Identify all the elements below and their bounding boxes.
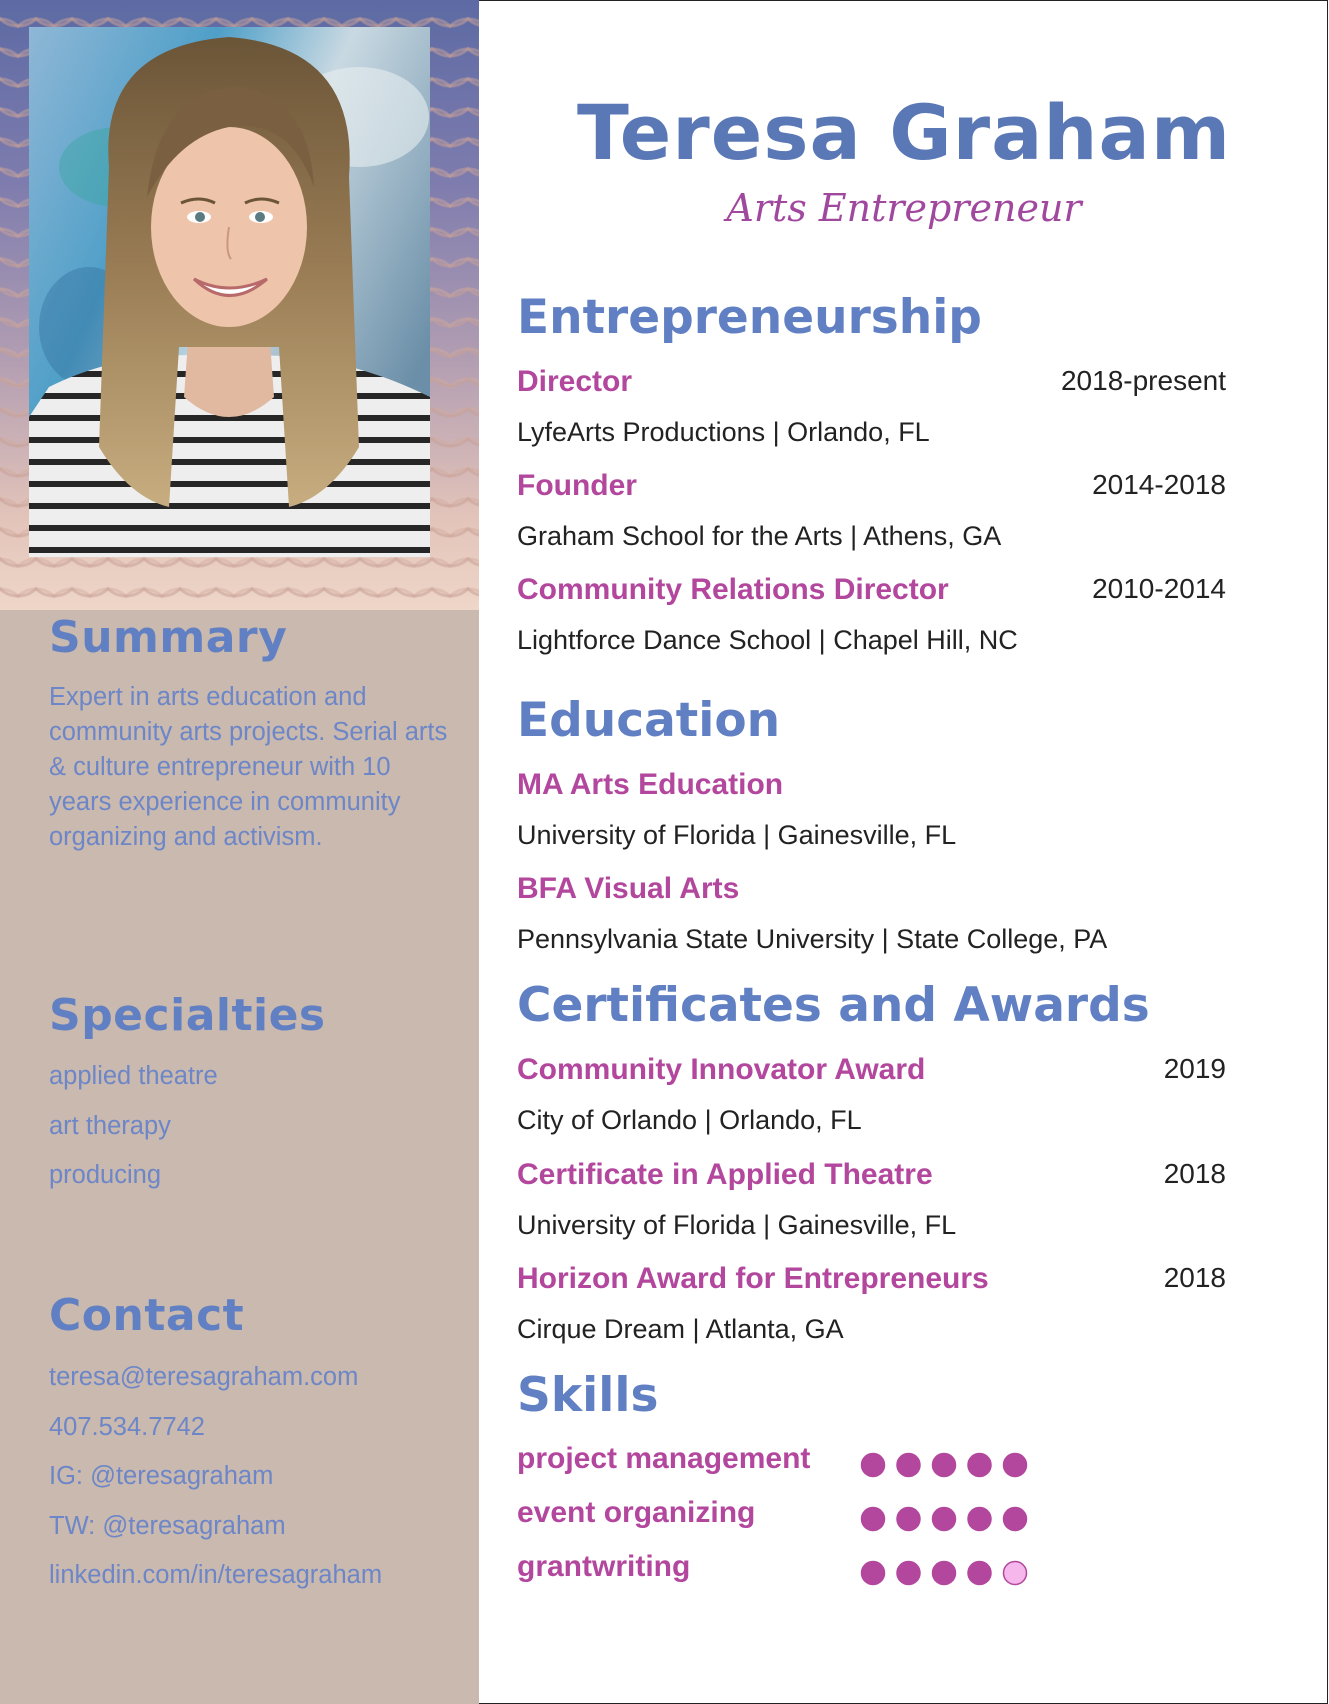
awards-heading: Certificates and Awards bbox=[517, 978, 1150, 1033]
entry-director bbox=[517, 365, 1226, 448]
entry-date: 2018-present bbox=[1060, 365, 1226, 396]
sidebar bbox=[0, 0, 479, 1704]
entry-date: 2019 bbox=[1163, 1053, 1226, 1084]
rating-dot-filled bbox=[862, 1454, 885, 1477]
skill-rating bbox=[860, 1506, 1040, 1538]
entry-date: 2018 bbox=[1163, 1262, 1226, 1293]
rating-dot-filled bbox=[897, 1562, 920, 1585]
entry-community-relations bbox=[517, 573, 1226, 656]
list-item: producing bbox=[49, 1161, 161, 1189]
contact-heading: Contact bbox=[49, 1290, 245, 1341]
entry-bfa bbox=[517, 872, 1226, 955]
education-heading: Education bbox=[517, 693, 781, 748]
entry-date: 2014-2018 bbox=[1092, 469, 1226, 500]
rating-dot-filled bbox=[933, 1454, 956, 1477]
rating-dot-filled bbox=[968, 1508, 991, 1531]
rating-dot-filled bbox=[897, 1454, 920, 1477]
rating-dot-filled bbox=[1004, 1454, 1027, 1477]
entry-role: Community Relations Director bbox=[517, 573, 949, 606]
entry-role: Founder bbox=[517, 469, 637, 502]
contact-linkedin[interactable]: linkedin.com/in/teresagraham bbox=[49, 1561, 383, 1589]
list-item: applied theatre bbox=[49, 1062, 218, 1090]
contact-list bbox=[49, 1362, 382, 1610]
entry-place: Pennsylvania State University | State College, PA bbox=[517, 924, 1108, 954]
rating-dot-filled bbox=[862, 1508, 885, 1531]
entry-role: BFA Visual Arts bbox=[517, 872, 740, 905]
contact-email[interactable]: teresa@teresagraham.com bbox=[49, 1363, 359, 1391]
entry-founder bbox=[517, 469, 1226, 552]
entry-place: University of Florida | Gainesville, FL bbox=[517, 820, 957, 850]
contact-twitter[interactable]: TW: @teresagraham bbox=[49, 1511, 286, 1540]
rating-dot-empty bbox=[1004, 1562, 1027, 1585]
entry-role: Certificate in Applied Theatre bbox=[517, 1158, 933, 1191]
entry-date: 2018 bbox=[1163, 1158, 1226, 1189]
person-name: Teresa Graham bbox=[576, 88, 1232, 177]
rating-dot-filled bbox=[862, 1562, 885, 1585]
entry-innovator-award bbox=[517, 1053, 1226, 1136]
entry-place: University of Florida | Gainesville, FL bbox=[517, 1210, 957, 1240]
entry-role: MA Arts Education bbox=[517, 768, 784, 801]
entry-place: LyfeArts Productions | Orlando, FL bbox=[517, 417, 930, 447]
entry-place: Graham School for the Arts | Athens, GA bbox=[517, 521, 1002, 551]
skills-heading: Skills bbox=[517, 1368, 659, 1423]
entry-place: Lightforce Dance School | Chapel Hill, NC bbox=[517, 625, 1018, 655]
profile-photo bbox=[29, 27, 430, 557]
skill-name: event organizing bbox=[517, 1496, 756, 1529]
specialties-list bbox=[49, 1061, 218, 1210]
entry-place: City of Orlando | Orlando, FL bbox=[517, 1105, 862, 1135]
entry-ma bbox=[517, 768, 1226, 851]
skill-name: grantwriting bbox=[517, 1550, 691, 1583]
rating-dot-filled bbox=[968, 1562, 991, 1585]
entry-place: Cirque Dream | Atlanta, GA bbox=[517, 1314, 844, 1344]
skill-rating bbox=[860, 1452, 1040, 1484]
summary-heading: Summary bbox=[49, 612, 288, 663]
entry-horizon-award bbox=[517, 1262, 1226, 1345]
rating-dot-filled bbox=[933, 1562, 956, 1585]
entry-role: Community Innovator Award bbox=[517, 1053, 926, 1086]
contact-phone[interactable]: 407.534.7742 bbox=[49, 1412, 205, 1441]
contact-instagram[interactable]: IG: @teresagraham bbox=[49, 1462, 274, 1490]
entrepreneurship-heading: Entrepreneurship bbox=[517, 290, 982, 345]
specialties-heading: Specialties bbox=[49, 990, 326, 1041]
entry-role: Director bbox=[517, 365, 633, 398]
entry-role: Horizon Award for Entrepreneurs bbox=[517, 1262, 989, 1295]
summary-text: Expert in arts education and community arts projects. Serial arts & culture entrepreneur with 10 years experience in community organizing and activism. bbox=[49, 683, 448, 851]
rating-dot-filled bbox=[897, 1508, 920, 1531]
entry-applied-theatre bbox=[517, 1158, 1226, 1241]
skill-name: project management bbox=[517, 1442, 811, 1475]
entry-date: 2010-2014 bbox=[1092, 573, 1226, 604]
person-title: Arts Entrepreneur bbox=[726, 186, 1082, 230]
rating-dot-filled bbox=[968, 1454, 991, 1477]
rating-dot-filled bbox=[1004, 1508, 1027, 1531]
skill-rating bbox=[860, 1560, 1040, 1592]
list-item: art therapy bbox=[49, 1111, 171, 1140]
rating-dot-filled bbox=[933, 1508, 956, 1531]
